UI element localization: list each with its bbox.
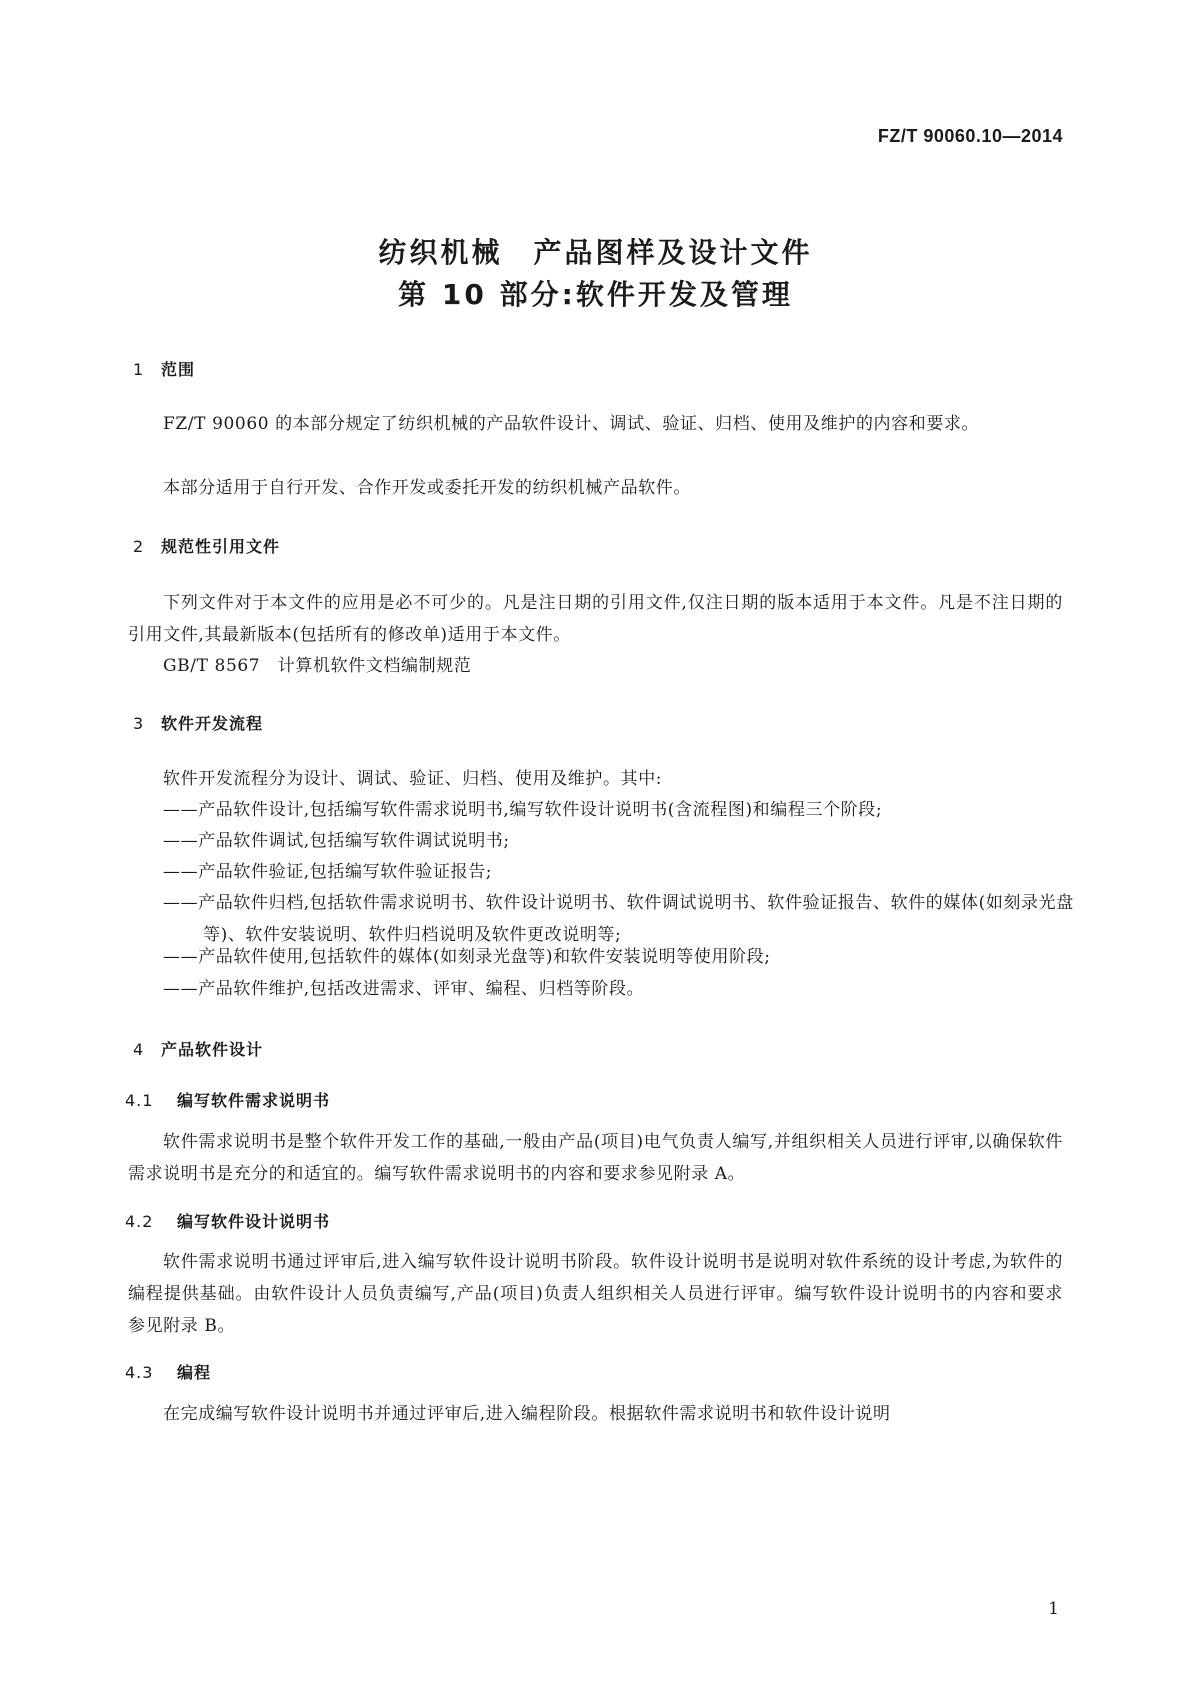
- standard-code: FZ/T 90060.10—2014: [877, 126, 1063, 146]
- subsection-heading-4-1: [125, 1088, 330, 1111]
- list-item: ——产品软件调试,包括编写软件调试说明书;: [163, 831, 510, 851]
- paragraph: 在完成编写软件设计说明书并通过评审后,进入编程阶段。根据软件需求说明书和软件设计说明: [163, 1404, 891, 1424]
- subsection-title: 编写软件需求说明书: [177, 1091, 331, 1110]
- section-heading-1: [133, 357, 195, 380]
- section-number: 3: [133, 714, 145, 733]
- list-item: ——产品软件维护,包括改进需求、评审、编程、归档等阶段。: [163, 979, 645, 999]
- section-number: 2: [133, 537, 145, 556]
- section-title: 规范性引用文件: [161, 537, 281, 556]
- document-title-line1: 纺织机械 产品图样及设计文件: [378, 236, 813, 269]
- section-number: 1: [133, 360, 145, 379]
- section-title: 范围: [161, 360, 196, 379]
- subsection-number: 4.2: [125, 1212, 154, 1231]
- list-item: ——产品软件归档,包括软件需求说明书、软件设计说明书、软件调试说明书、软件验证报告、软件的媒体(如刻录光盘等)、软件安装说明、软件归档说明及软件更改说明等;: [163, 893, 1074, 945]
- section-heading-2: [133, 534, 280, 557]
- section-heading-4: [133, 1037, 263, 1060]
- subsection-number: 4.1: [125, 1091, 154, 1110]
- paragraph: FZ/T 90060 的本部分规定了纺织机械的产品软件设计、调试、验证、归档、使用及维护的内容和要求。: [163, 414, 980, 434]
- paragraph: 软件开发流程分为设计、调试、验证、归档、使用及维护。其中:: [163, 769, 663, 789]
- normative-reference: GB/T 8567 计算机软件文档编制规范: [163, 656, 472, 676]
- subsection-heading-4-2: [125, 1209, 330, 1232]
- paragraph: 软件需求说明书通过评审后,进入编写软件设计说明书阶段。软件设计说明书是说明对软件系统的设计考虑,为软件的编程提供基础。由软件设计人员负责编写,产品(项目)负责人组织相关人员进行评审。编写软件设计说明书的内容和要求参见附录 B。: [128, 1252, 1063, 1336]
- subsection-title: 编程: [177, 1363, 212, 1382]
- paragraph: 软件需求说明书是整个软件开发工作的基础,一般由产品(项目)电气负责人编写,并组织相关人员进行评审,以确保软件需求说明书是充分的和适宜的。编写软件需求说明书的内容和要求参见附录 A。: [128, 1132, 1063, 1184]
- list-item: ——产品软件设计,包括编写软件需求说明书,编写软件设计说明书(含流程图)和编程三个阶段;: [163, 800, 883, 820]
- subsection-title: 编写软件设计说明书: [177, 1212, 331, 1231]
- paragraph: 下列文件对于本文件的应用是必不可少的。凡是注日期的引用文件,仅注日期的版本适用于本文件。凡是不注日期的引用文件,其最新版本(包括所有的修改单)适用于本文件。: [128, 593, 1063, 645]
- section-title: 软件开发流程: [161, 714, 264, 733]
- subsection-number: 4.3: [125, 1363, 154, 1382]
- section-heading-3: [133, 711, 263, 734]
- paragraph: 本部分适用于自行开发、合作开发或委托开发的纺织机械产品软件。: [163, 478, 691, 498]
- section-number: 4: [133, 1040, 145, 1059]
- subsection-heading-4-3: [125, 1360, 211, 1383]
- page-number: 1: [1048, 1599, 1059, 1619]
- list-item: ——产品软件使用,包括软件的媒体(如刻录光盘等)和软件安装说明等使用阶段;: [163, 947, 771, 967]
- list-item: ——产品软件验证,包括编写软件验证报告;: [163, 862, 493, 882]
- document-title-line2: 第 10 部分:软件开发及管理: [398, 278, 793, 311]
- section-title: 产品软件设计: [161, 1040, 264, 1059]
